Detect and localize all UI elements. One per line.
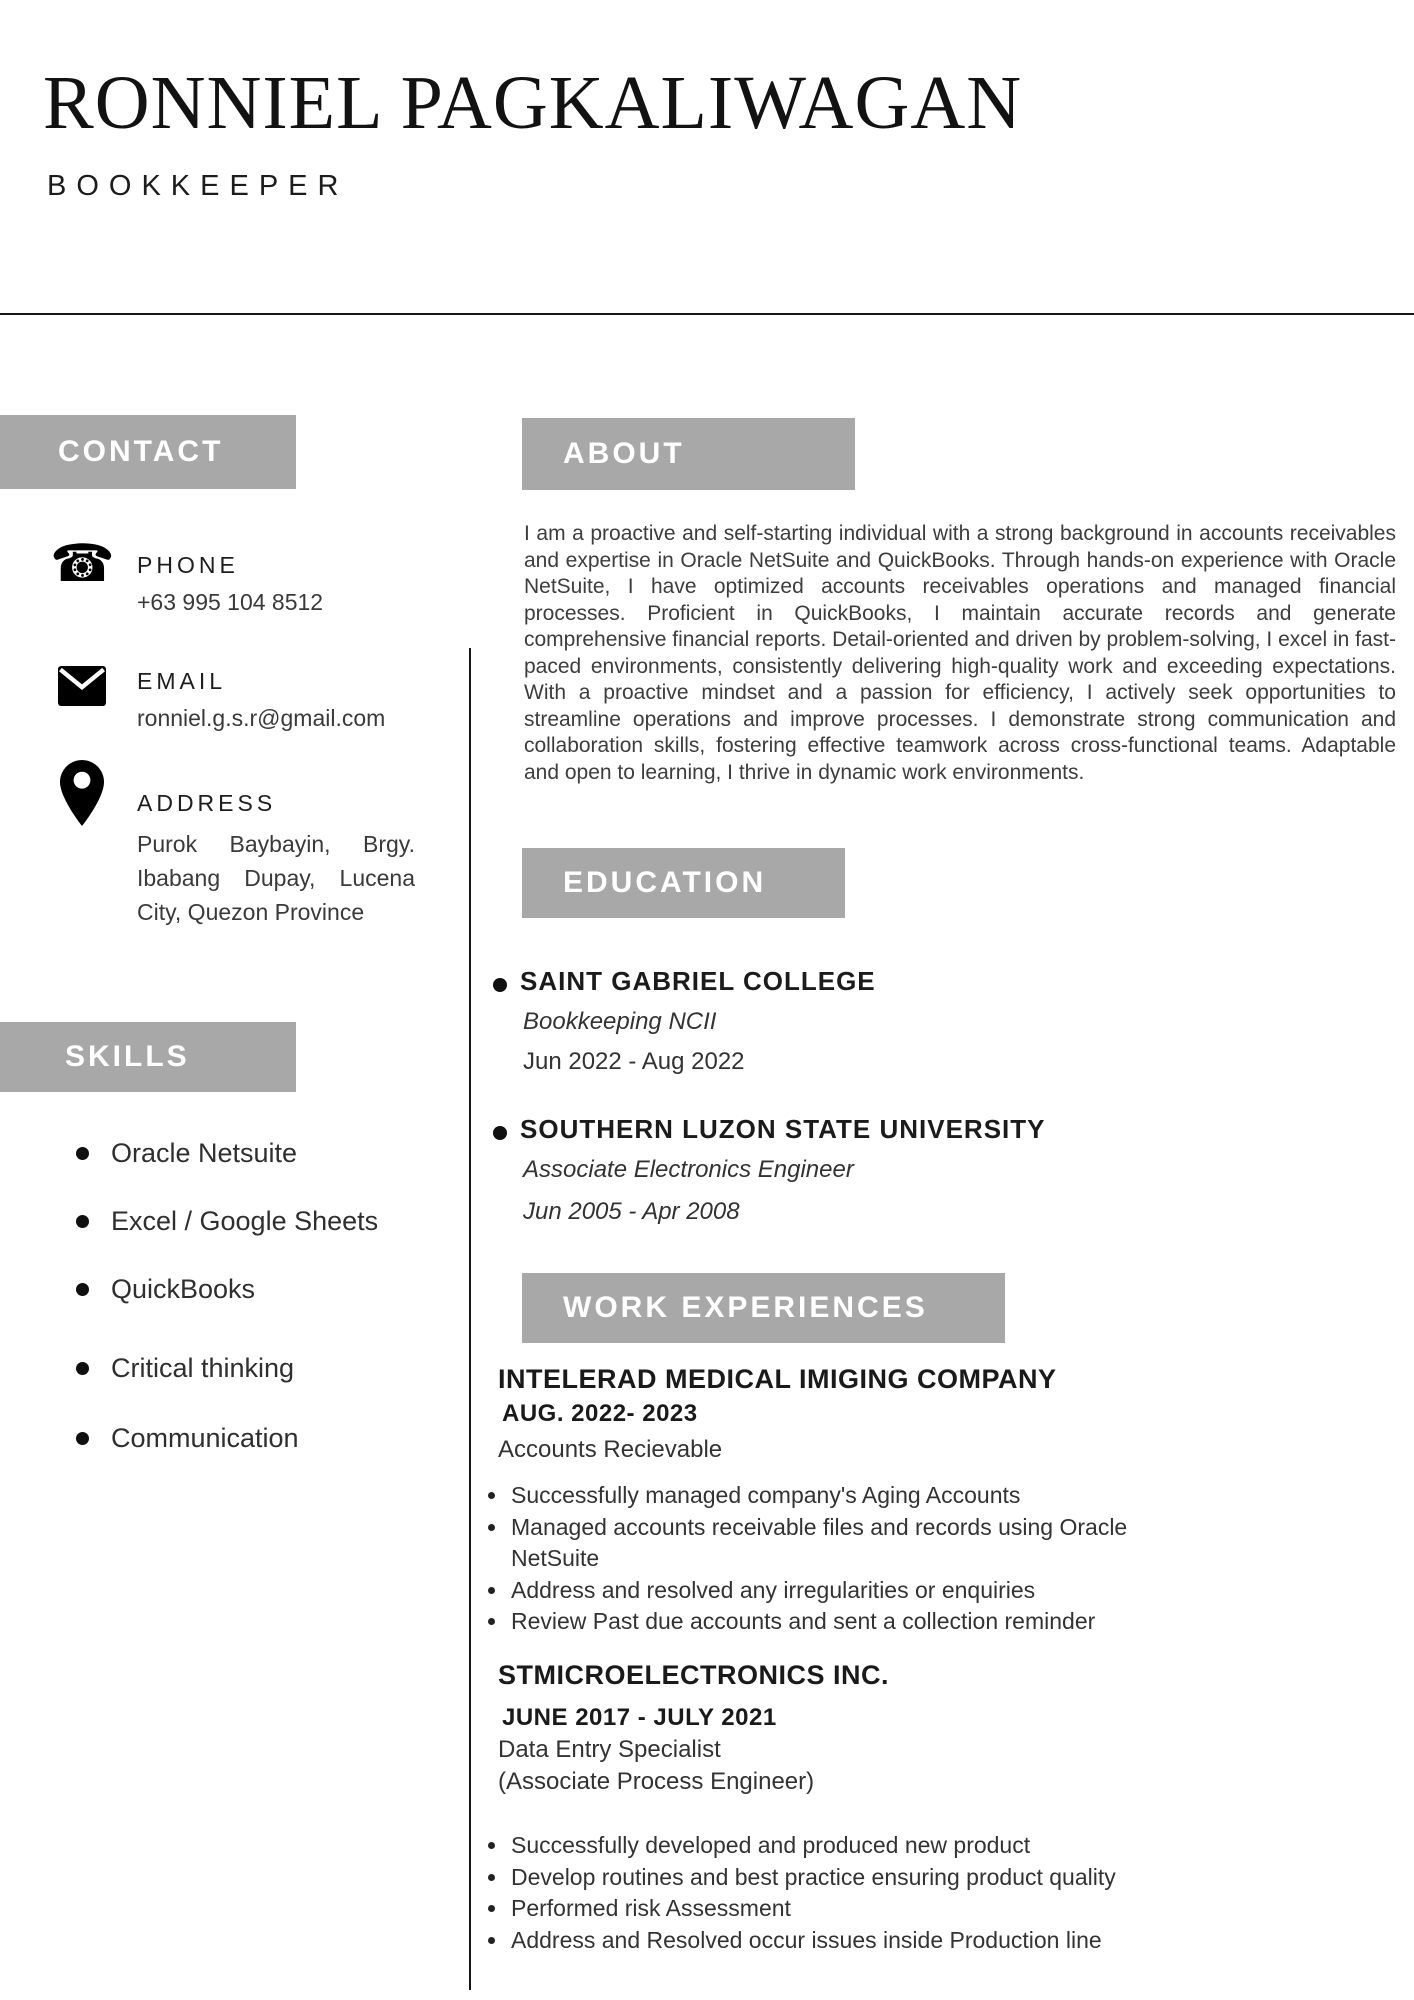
skill-label: Communication xyxy=(111,1423,299,1453)
email-icon xyxy=(58,666,106,711)
job-bullet xyxy=(488,1512,1161,1575)
job-title: BOOKKEEPER xyxy=(47,170,349,202)
header-divider xyxy=(0,313,1414,315)
bullet-icon xyxy=(488,1905,495,1912)
job-bullet xyxy=(488,1830,1116,1862)
bullet-icon xyxy=(488,1492,495,1499)
bullet-icon xyxy=(488,1587,495,1594)
education-degree: Associate Electronics Engineer xyxy=(523,1156,854,1183)
skill-item xyxy=(76,1206,378,1237)
location-pin-icon xyxy=(60,760,104,831)
bullet-icon xyxy=(76,1215,89,1228)
contact-phone xyxy=(137,552,323,616)
job-bullet-text: Address and resolved any irregularities or enquiries xyxy=(511,1576,1036,1603)
work-section-header xyxy=(522,1273,1005,1343)
skill-label: QuickBooks xyxy=(111,1274,256,1304)
skill-label: Oracle Netsuite xyxy=(111,1138,298,1168)
education-degree: Bookkeeping NCII xyxy=(523,1008,717,1035)
phone-label: PHONE xyxy=(137,552,239,578)
job-bullet xyxy=(488,1575,1161,1607)
bullet-icon xyxy=(76,1283,89,1296)
job-role: Data Entry Specialist xyxy=(498,1736,721,1763)
bullet-icon xyxy=(488,1618,495,1625)
bullet-icon xyxy=(493,978,507,992)
job-bullet-list xyxy=(488,1480,1161,1638)
person-name: RONNIEL PAGKALIWAGAN xyxy=(43,61,1023,145)
job-bullet-text: Performed risk Assessment xyxy=(511,1895,791,1921)
job-role: Accounts Recievable xyxy=(498,1436,723,1463)
bullet-icon xyxy=(488,1874,495,1881)
bullet-icon xyxy=(76,1362,89,1375)
job-bullet xyxy=(488,1925,1116,1957)
job-bullet-text: Review Past due accounts and sent a collection reminder xyxy=(511,1608,1096,1634)
bullet-icon xyxy=(488,1842,495,1849)
skills-section-header xyxy=(0,1022,296,1092)
contact-section-header xyxy=(0,415,296,489)
job-bullet-list xyxy=(488,1830,1116,1956)
email-label: EMAIL xyxy=(137,668,227,694)
job-dates: JUNE 2017 - JULY 2021 xyxy=(502,1704,777,1731)
bullet-icon xyxy=(76,1147,89,1160)
skills-section-title: SKILLS xyxy=(65,1040,190,1073)
job-bullet-text: Managed accounts receivable files and records using Oracle NetSuite xyxy=(511,1513,1128,1571)
job-bullet-text: Develop routines and best practice ensuring product quality xyxy=(511,1863,1116,1890)
education-section-title: EDUCATION xyxy=(563,866,767,899)
education-dates: Jun 2022 - Aug 2022 xyxy=(523,1048,745,1075)
skill-item xyxy=(76,1138,297,1169)
address-value: Purok Baybayin, Brgy. Ibabang Dupay, Lucena City, Quezon Province xyxy=(137,831,415,925)
job-bullet xyxy=(488,1480,1161,1512)
job-dates: AUG. 2022- 2023 xyxy=(502,1400,698,1427)
about-section-header xyxy=(522,418,855,490)
bullet-icon xyxy=(493,1126,507,1140)
work-section-title: WORK EXPERIENCES xyxy=(563,1291,928,1324)
job-bullet xyxy=(488,1893,1116,1925)
job-bullet-text: Successfully developed and produced new product xyxy=(511,1832,1031,1858)
contact-section-title: CONTACT xyxy=(58,435,224,468)
phone-icon: ☎ xyxy=(50,534,115,594)
column-divider xyxy=(469,648,471,1990)
job-company: STMICROELECTRONICS INC. xyxy=(498,1660,890,1690)
education-school: SAINT GABRIEL COLLEGE xyxy=(520,966,876,996)
education-school: SOUTHERN LUZON STATE UNIVERSITY xyxy=(520,1114,1046,1144)
job-bullet-text: Successfully managed company's Aging Accounts xyxy=(511,1482,1021,1508)
job-role-secondary: (Associate Process Engineer) xyxy=(498,1768,815,1795)
contact-email xyxy=(137,668,385,732)
skill-item xyxy=(76,1274,255,1305)
phone-value: +63 995 104 8512 xyxy=(137,589,324,615)
about-section-title: ABOUT xyxy=(563,437,685,470)
address-label: ADDRESS xyxy=(137,790,277,816)
job-bullet-text: Address and Resolved occur issues inside Production line xyxy=(511,1926,1102,1953)
email-value: ronniel.g.s.r@gmail.com xyxy=(137,705,386,731)
contact-address xyxy=(137,790,415,929)
skill-label: Critical thinking xyxy=(111,1353,295,1383)
job-bullet xyxy=(488,1606,1161,1638)
bullet-icon xyxy=(488,1937,495,1944)
education-section-header xyxy=(522,848,845,918)
skill-item xyxy=(76,1353,294,1384)
job-company: INTELERAD MEDICAL IMIGING COMPANY xyxy=(498,1364,1057,1394)
skill-item xyxy=(76,1423,299,1454)
bullet-icon xyxy=(488,1524,495,1531)
education-dates: Jun 2005 - Apr 2008 xyxy=(523,1198,740,1225)
skill-label: Excel / Google Sheets xyxy=(111,1206,379,1236)
bullet-icon xyxy=(76,1432,89,1445)
about-paragraph: I am a proactive and self-starting individual with a strong background in accounts receivables and expertise in Oracle NetSuite and QuickBooks. Through hands-on experience with Oracle NetSuite, I have optimized accounts receivables operations and managed financial processes. Proficient in QuickBooks, I maintain accurate records and generate comprehensive financial reports. Detail-oriented and driven by problem-solving, I excel in fast-paced environments, consistently delivering high-quality work and exceeding expectations. With a proactive mindset and a passion for efficiency, I actively seek opportunities to streamline operations and improve processes. I demonstrate strong communication and collaboration skills, fostering effective teamwork across cross-functional teams. Adaptable and open to learning, I thrive in dynamic work environments. xyxy=(524,522,1396,784)
job-bullet xyxy=(488,1862,1116,1894)
